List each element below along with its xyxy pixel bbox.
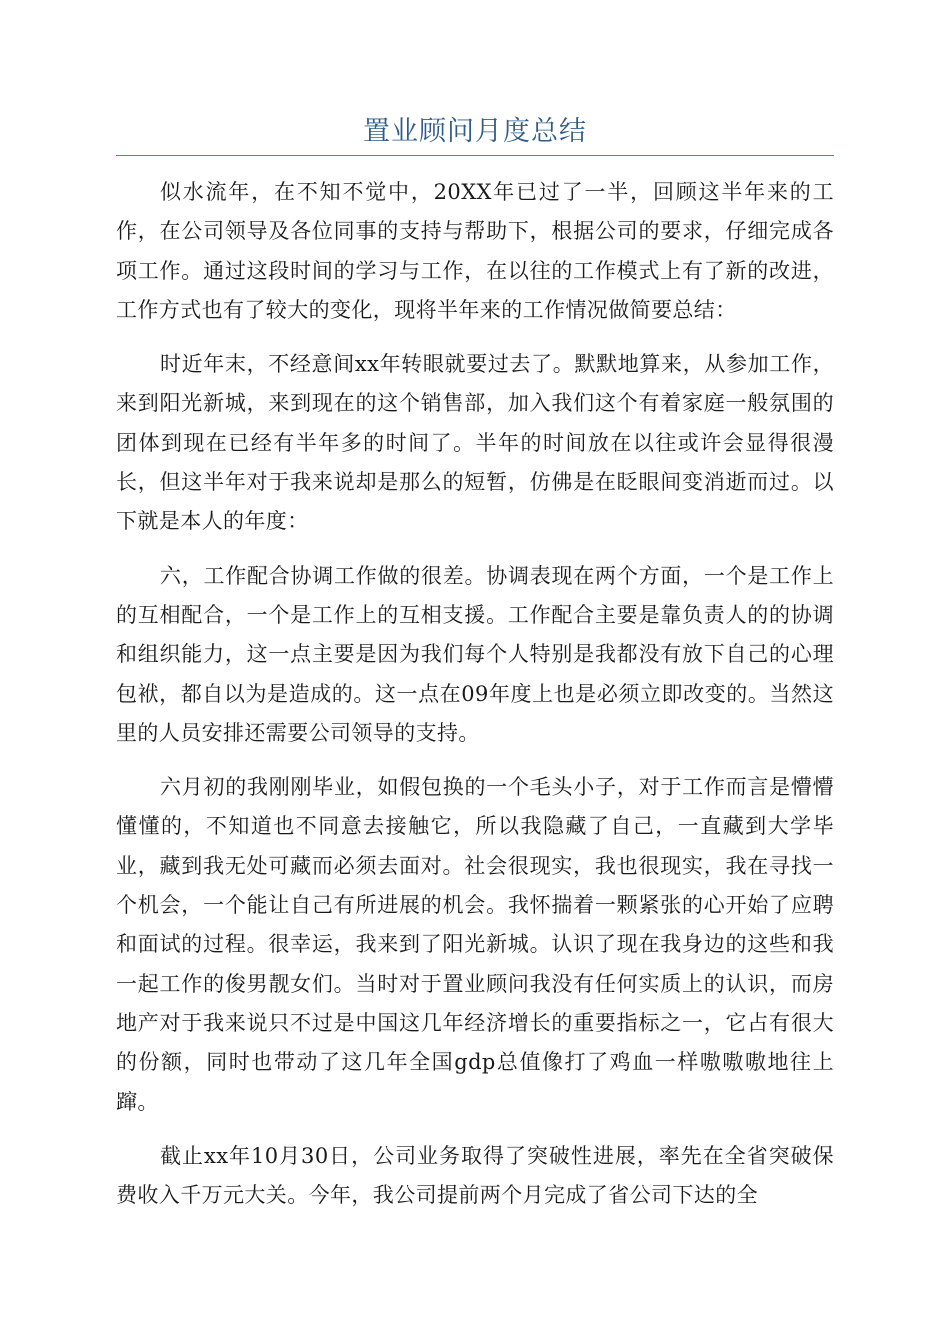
paragraph-2: 时近年末，不经意间xx年转眼就要过去了。默默地算来，从参加工作，来到阳光新城，来到现在的这个销售部，加入我们这个有着家庭一般氛围的团体到现在已经有半年多的时间了。半年的时间放在以往或许会显得很漫长，但这半年对于我来说却是那么的短暂，仿佛是在眨眼间变消逝而过。以下就是本人的年度： — [116, 352, 834, 534]
paragraph-4: 六月初的我刚刚毕业，如假包换的一个毛头小子，对于工作而言是懵懵懂懂的，不知道也不同意去接触它，所以我隐藏了自己，一直藏到大学毕业，藏到我无处可藏而必须去面对。社会很现实，我也很现实，我在寻找一个机会，一个能让自己有所进展的机会。我怀揣着一颗紧张的心开始了应聘和面试的过程。很幸运，我来到了阳光新城。认识了现在我身边的这些和我一起工作的俊男靓女们。当时对于置业顾问我没有任何实质上的认识，而房地产对于我来说只不过是中国这几年经济增长的重要指标之一，它占有很大的份额，同时也带动了这几年全国gdp总值像打了鸡血一样嗷嗷嗷地往上蹿。 — [116, 775, 834, 1114]
paragraph-1: 似水流年，在不知不觉中，20XX年已过了一半，回顾这半年来的工作，在公司领导及各位同事的支持与帮助下，根据公司的要求，仔细完成各项工作。通过这段时间的学习与工作，在以往的工作模式上有了新的改进，工作方式也有了较大的变化，现将半年来的工作情况做简要总结： — [116, 180, 834, 322]
title-underline — [116, 155, 834, 156]
paragraph-5: 截止xx年10月30日，公司业务取得了突破性进展，率先在全省突破保费收入千万元大关。今年，我公司提前两个月完成了省公司下达的全 — [116, 1143, 834, 1208]
document-title: 置业顾问月度总结 — [363, 116, 587, 147]
paragraph-3: 六，工作配合协调工作做的很差。协调表现在两个方面，一个是工作上的互相配合，一个是工作上的互相支援。工作配合主要是靠负责人的的协调和组织能力，这一点主要是因为我们每个人特别是我都没有放下自己的心理包袱，都自以为是造成的。这一点在09年度上也是必须立即改变的。当然这里的人员安排还需要公司领导的支持。 — [116, 563, 834, 745]
document-body — [116, 173, 834, 1230]
